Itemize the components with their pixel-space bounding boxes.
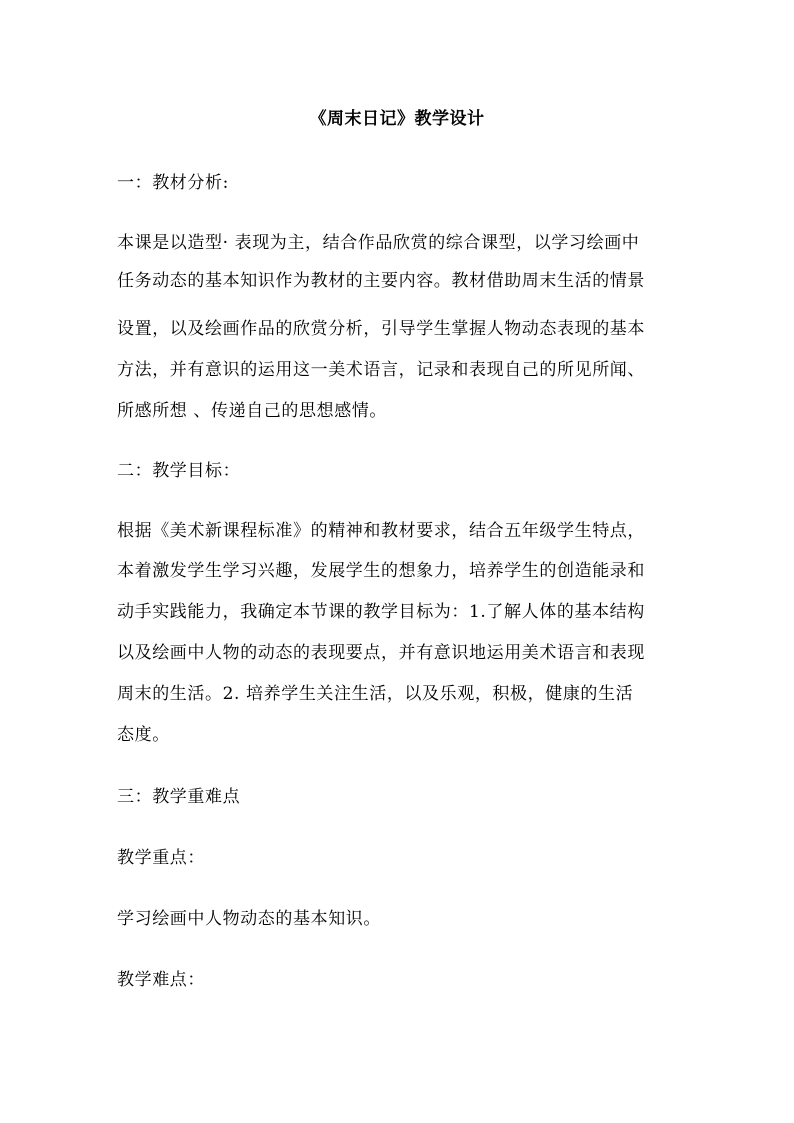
paragraph-line: 本课是以造型· 表现为主，结合作品欣赏的综合课型，以学习绘画中	[117, 233, 640, 253]
key-point-text: 学习绘画中人物动态的基本知识。	[117, 909, 381, 929]
document-title: 《周末日记》教学设计	[309, 109, 485, 129]
paragraph-line: 方法，并有意识的运用这一美术语言，记录和表现自己的所见所闻、	[117, 360, 645, 380]
section-heading-objectives: 二：教学目标：	[117, 461, 241, 481]
paragraph-line: 设置，以及绘画作品的欣赏分析，引导学生掌握人物动态表现的基本	[117, 319, 645, 339]
section-heading-key-difficult: 三：教学重难点	[117, 787, 241, 807]
paragraph-line: 态度。	[117, 725, 170, 745]
paragraph-line: 本着激发学生学习兴趣，发展学生的想象力，培养学生的创造能录和	[117, 561, 645, 581]
paragraph-line: 任务动态的基本知识作为教材的主要内容。教材借助周末生活的情景	[117, 271, 645, 291]
section-heading-analysis: 一：教材分析:	[117, 173, 229, 193]
paragraph-line: 周末的生活。2. 培养学生关注生活，以及乐观，积极，健康的生活	[117, 684, 634, 704]
difficult-point-label: 教学难点：	[117, 970, 205, 990]
paragraph-line: 动手实践能力，我确定本节课的教学目标为：1.了解人体的基本结构	[117, 602, 645, 622]
paragraph-line: 以及绘画中人物的动态的表现要点，并有意识地运用美术语言和表现	[117, 643, 645, 663]
paragraph-line: 根据《美术新课程标准》的精神和教材要求，结合五年级学生特点，	[117, 521, 645, 541]
paragraph-line: 所感所想 、传递自己的思想感情。	[117, 401, 388, 421]
key-point-label: 教学重点：	[117, 848, 205, 868]
